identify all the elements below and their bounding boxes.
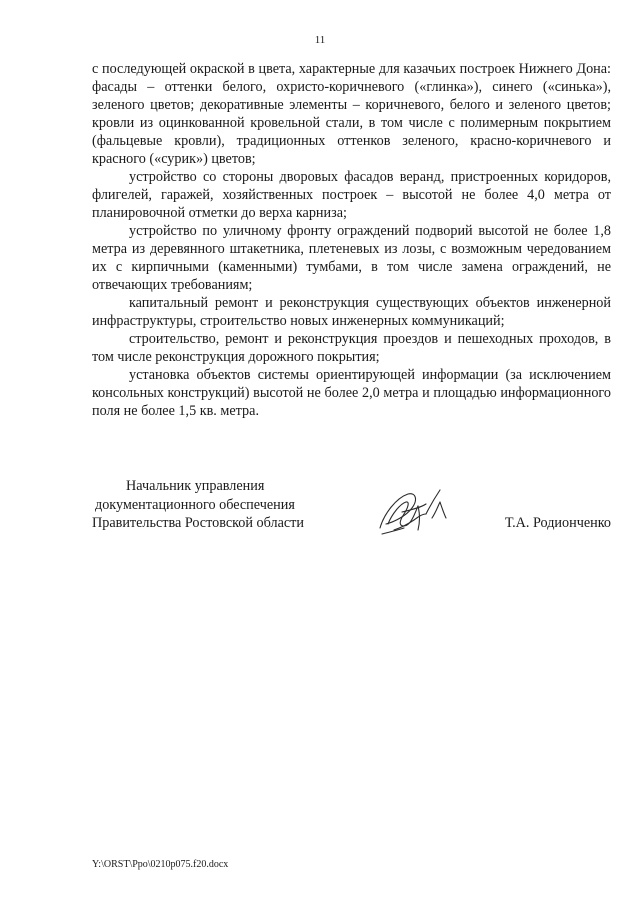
paragraph-verandas: устройство со стороны дворовых фасадов веранд, пристроенных коридоров, флигелей, гаражей, хозяйственных построек – высотой не более 4,0 метра от планировочной отметки до верха карниза; <box>92 169 611 221</box>
paragraph-facade-colors: с последующей окраской в цвета, характерные для казачьих построек Нижнего Дона: фасады – оттенки белого, охристо-коричневого («глинка»), синего («синька»), зеленого цветов; декоративные элементы – коричневого, белого и зеленого цветов; кровли из оцинкованной кровельной стали, в том числе с полимерным покрытием (фальцевые кровли), традиционных оттенков зеленого, красно-коричневого и красного («сурик») цветов; <box>92 61 611 167</box>
signatory-position <box>92 477 332 533</box>
position-line-1: Начальник управления <box>126 478 265 494</box>
position-line-3: Правительства Ростовской области <box>92 515 304 531</box>
handwritten-signature <box>374 484 464 538</box>
footer-file-path: Y:\ORST\Ppo\0210p075.f20.docx <box>92 859 229 870</box>
signatory-name: Т.А. Родионченко <box>504 515 611 531</box>
page-number: 11 <box>314 34 326 46</box>
document-body <box>92 60 611 420</box>
paragraph-signage: установка объектов системы ориентирующей информации (за исключением консольных конструкций) высотой не более 2,0 метра и площадью информационного поля не более 1,5 кв. метра. <box>92 367 611 419</box>
position-line-2: документационного обеспечения <box>95 496 295 513</box>
paragraph-infrastructure: капитальный ремонт и реконструкция существующих объектов инженерной инфраструктуры, строительство новых инженерных коммуникаций; <box>92 295 611 329</box>
paragraph-fences: устройство по уличному фронту ограждений подворий высотой не более 1,8 метра из деревянного штакетника, плетеневых из лозы, с возможным чередованием их с кирпичными (каменными) тумбами, в том числе замена ограждений, не отвечающих требованиям; <box>92 223 611 293</box>
paragraph-roads: строительство, ремонт и реконструкция проездов и пешеходных проходов, в том числе реконструкция дорожного покрытия; <box>92 331 611 365</box>
